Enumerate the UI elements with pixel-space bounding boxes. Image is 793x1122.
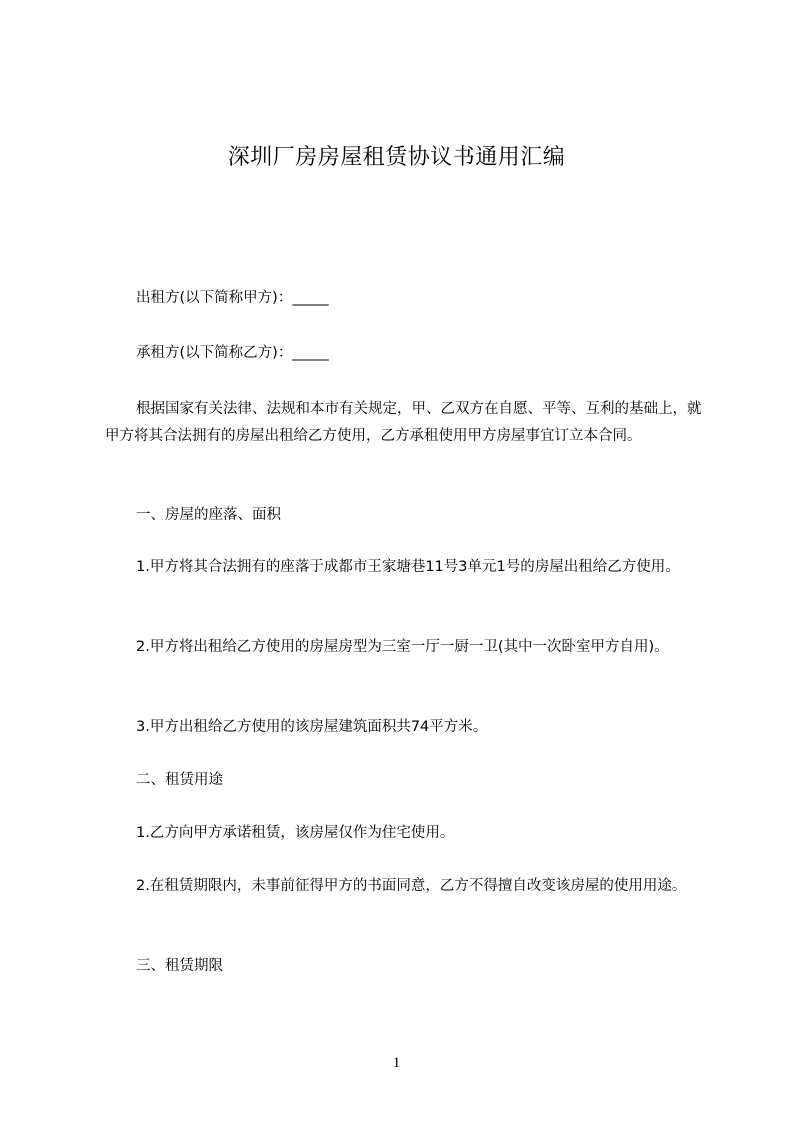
clause-1-2: 2.甲方将出租给乙方使用的房屋房型为三室一厅一厨一卫(其中一次卧室甲方自用)。 — [136, 639, 669, 655]
clause-2-2: 2.在租赁期限内，未事前征得甲方的书面同意，乙方不得擅自改变该房屋的使用用途。 — [136, 878, 687, 894]
clause-1-1: 1.甲方将其合法拥有的座落于成都市王家塘巷11号3单元1号的房屋出租给乙方使用。 — [136, 559, 680, 575]
section-heading-3: 三、租赁期限 — [136, 958, 223, 974]
preamble-paragraph: 根据国家有关法律、法规和本市有关规定，甲、乙双方在自愿、平等、互利的基础上，就甲方将其合法拥有的房屋出租给乙方使用，乙方承租使用甲方房屋事宜订立本合同。 — [105, 401, 702, 444]
clause-1-3: 3.甲方出租给乙方使用的该房屋建筑面积共74平方米。 — [136, 719, 488, 735]
clause-2-1: 1.乙方向甲方承诺租赁，该房屋仅作为住宅使用。 — [136, 825, 455, 841]
page-number: 1 — [392, 1055, 401, 1071]
section-heading-1: 一、房屋的座落、面积 — [136, 507, 281, 523]
lessee-line: 承租方(以下简称乙方)：_____ — [136, 345, 329, 361]
page-title: 深圳厂房房屋租赁协议书通用汇编 — [227, 145, 566, 170]
section-heading-2: 二、租赁用途 — [136, 772, 223, 788]
lessor-line: 出租方(以下简称甲方)：_____ — [136, 290, 329, 306]
